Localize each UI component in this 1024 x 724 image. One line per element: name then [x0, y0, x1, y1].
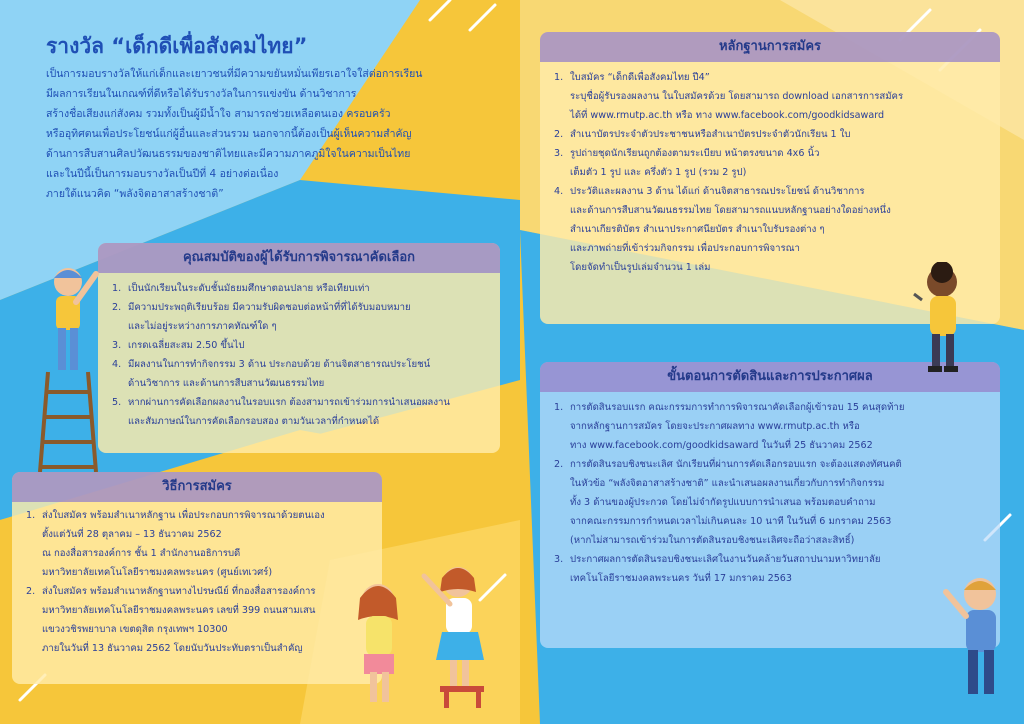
list-item — [112, 355, 488, 393]
item-text: จากหลักฐานการสมัคร โดยจะประกาศผลทาง www.rmutp.ac.th หรือ — [570, 421, 860, 432]
item-number: 4. — [112, 359, 122, 370]
list-item — [554, 398, 988, 455]
item-text: มีความประพฤติเรียบร้อย มีความรับผิดชอบต่อหน้าที่ที่ได้รับมอบหมาย — [128, 302, 411, 313]
item-text: ด้านวิชาการ และด้านการสืบสานวัฒนธรรมไทย — [128, 378, 325, 389]
item-text: มหาวิทยาลัยเทคโนโลยีราชมงคลพระนคร (ศูนย์เทเวศร์) — [42, 567, 273, 578]
evidence-heading: หลักฐานการสมัคร — [540, 32, 1000, 62]
item-text: ทั้ง 3 ด้านของผู้ประกวด โดยไม่จำกัดรูปแบบการนำเสนอ พร้อมตอบคำถาม — [570, 497, 876, 508]
item-text: ส่งใบสมัคร พร้อมสำเนาหลักฐานทางไปรษณีย์ ที่กองสื่อสารองค์การ — [42, 586, 316, 597]
item-text: จากคณะกรรมการกำหนดเวลาไม่เกินคนละ 10 นาที ในวันที่ 6 มกราคม 2563 — [570, 516, 892, 527]
item-number: 2. — [554, 129, 564, 140]
girls-painting-illustration — [340, 560, 510, 710]
qualifications-heading: คุณสมบัติของผู้ได้รับการพิจารณาคัดเลือก — [98, 243, 500, 273]
procedure-list — [540, 392, 1000, 594]
item-text: หากผ่านการคัดเลือกผลงานในรอบแรก ต้องสามารถเข้าร่วมการนำเสนอผลงาน — [128, 397, 450, 408]
intro-line: สร้างชื่อเสียงแก่สังคม รวมทั้งเป็นผู้มีน้ำใจ สามารถช่วยเหลือตนเอง ครอบครัว — [46, 108, 391, 120]
item-number: 2. — [26, 586, 36, 597]
item-text: เป็นนักเรียนในระดับชั้นมัธยมศึกษาตอนปลาย หรือเทียบเท่า — [128, 283, 370, 294]
list-item — [554, 68, 988, 125]
item-text: ส่งใบสมัคร พร้อมสำเนาหลักฐาน เพื่อประกอบการพิจารณาด้วยตนเอง — [42, 510, 325, 521]
item-text: ทาง www.facebook.com/goodkidsaward ในวันที่ 25 ธันวาคม 2562 — [570, 440, 873, 451]
qualifications-list — [98, 273, 500, 437]
item-text: การตัดสินรอบชิงชนะเลิศ นักเรียนที่ผ่านการคัดเลือกรอบแรก จะต้องแสดงทัศนคติ — [570, 459, 902, 470]
list-item — [26, 582, 370, 658]
item-text: ในหัวข้อ “พลังจิตอาสาสร้างชาติ” และนำเสนอผลงานเกี่ยวกับการทำกิจกรรม — [570, 478, 885, 489]
item-text: และด้านการสืบสานวัฒนธรรมไทย โดยสามารถแนบหลักฐานอย่างใดอย่างหนึ่ง — [570, 205, 891, 216]
intro-line: ภายใต้แนวคิด “พลังจิตอาสาสร้างชาติ” — [46, 188, 224, 200]
intro-line: ด้านการสืบสานศิลปวัฒนธรรมของชาติไทยและมีความภาคภูมิใจในความเป็นไทย — [46, 148, 411, 160]
qualifications-panel — [98, 243, 500, 453]
item-text: โดยจัดทำเป็นรูปเล่มจำนวน 1 เล่ม — [570, 262, 711, 273]
item-number: 3. — [554, 554, 564, 565]
item-text: มีผลงานในการทำกิจกรรม 3 ด้าน ประกอบด้วย ด้านจิตสาธารณประโยชน์ — [128, 359, 431, 370]
item-text: ได้ที่ www.rmutp.ac.th หรือ ทาง www.facebook.com/goodkidsaward — [570, 110, 885, 121]
item-number: 5. — [112, 397, 122, 408]
item-text: เต็มตัว 1 รูป และ ครึ่งตัว 1 รูป (รวม 2 รูป) — [570, 167, 747, 178]
list-item — [112, 393, 488, 431]
item-text: สำเนาบัตรประจำตัวประชาชนหรือสำเนาบัตรประจำตัวนักเรียน 1 ใบ — [570, 129, 851, 140]
item-text: มหาวิทยาลัยเทคโนโลยีราชมงคลพระนคร เลขที่ 399 ถนนสามเสน — [42, 605, 316, 616]
boy-with-microphone-illustration — [910, 262, 980, 382]
page-title: รางวัล “เด็กดีเพื่อสังคมไทย” — [46, 34, 308, 58]
item-text: สำเนาเกียรติบัตร สำเนาประกาศนียบัตร สำเนาใบรับรองต่าง ๆ — [570, 224, 825, 235]
apply-panel — [12, 472, 382, 684]
list-item — [554, 125, 988, 144]
boy-waving-illustration — [940, 572, 1024, 702]
list-item — [112, 336, 488, 355]
item-number: 1. — [554, 72, 564, 83]
list-item — [112, 298, 488, 336]
item-text: การตัดสินรอบแรก คณะกรรมการทำการพิจารณาคัดเลือกผู้เข้ารอบ 15 คนสุดท้าย — [570, 402, 905, 413]
item-number: 1. — [112, 283, 122, 294]
item-number: 3. — [554, 148, 564, 159]
item-text: (หากไม่สามารถเข้าร่วมในการตัดสินรอบชิงชนะเลิศจะถือว่าสละสิทธิ์) — [570, 535, 855, 546]
item-text: ระบุชื่อผู้รับรองผลงาน ในใบสมัครด้วย โดยสามารถ download เอกสารการสมัคร — [570, 91, 904, 102]
item-text: เกรดเฉลี่ยสะสม 2.50 ขึ้นไป — [128, 340, 245, 351]
item-text: และภาพถ่ายที่เข้าร่วมกิจกรรม เพื่อประกอบการพิจารณา — [570, 243, 800, 254]
item-text: ใบสมัคร “เด็กดีเพื่อสังคมไทย ปี4” — [570, 72, 710, 83]
item-text: รูปถ่ายชุดนักเรียนถูกต้องตามระเบียบ หน้าตรงขนาด 4x6 นิ้ว — [570, 148, 820, 159]
item-number: 1. — [26, 510, 36, 521]
intro-line: หรืออุทิศตนเพื่อประโยชน์แก่ผู้อื่นและส่วนรวม นอกจากนี้ต้องเป็นผู้เห็นความสำคัญ — [46, 128, 412, 140]
item-number: 1. — [554, 402, 564, 413]
procedure-panel — [540, 362, 1000, 648]
intro-line: มีผลการเรียนในเกณฑ์ที่ดีหรือได้รับรางวัลในการแข่งขัน ด้านวิชาการ — [46, 88, 357, 100]
list-item — [554, 455, 988, 550]
item-text: แขวงวชิรพยาบาล เขตดุสิต กรุงเทพฯ 10300 — [42, 624, 228, 635]
item-text: และสัมภาษณ์ในการคัดเลือกรอบสอง ตามวันเวลาที่กำหนดได้ — [128, 416, 380, 427]
list-item — [112, 279, 488, 298]
item-text: ภายในวันที่ 13 ธันวาคม 2562 โดยนับวันประทับตราเป็นสำคัญ — [42, 643, 303, 654]
intro-paragraph — [46, 64, 486, 204]
intro-line: และในปีนี้เป็นการมอบรางวัลเป็นปีที่ 4 อย่างต่อเนื่อง — [46, 168, 279, 180]
item-text: ประกาศผลการตัดสินรอบชิงชนะเลิศในงานวันคล้ายวันสถาปนามหาวิทยาลัย — [570, 554, 881, 565]
item-text: ประวัติและผลงาน 3 ด้าน ได้แก่ ด้านจิตสาธารณประโยชน์ ด้านวิชาการ — [570, 186, 865, 197]
apply-heading: วิธีการสมัคร — [12, 472, 382, 502]
item-text: และไม่อยู่ระหว่างการภาคทัณฑ์ใด ๆ — [128, 321, 277, 332]
item-number: 2. — [554, 459, 564, 470]
procedure-heading: ขั้นตอนการตัดสินและการประกาศผล — [540, 362, 1000, 392]
evidence-list — [540, 62, 1000, 283]
item-text: ณ กองสื่อสารองค์การ ชั้น 1 สำนักงานอธิการบดี — [42, 548, 241, 559]
kid-on-ladder-illustration — [30, 262, 110, 472]
item-text: ตั้งแต่วันที่ 28 ตุลาคม – 13 ธันวาคม 2562 — [42, 529, 222, 540]
item-number: 2. — [112, 302, 122, 313]
intro-line: เป็นการมอบรางวัลให้แก่เด็กและเยาวชนที่มีความขยันหมั่นเพียรเอาใจใส่ต่อการเรียน — [46, 68, 423, 80]
list-item — [26, 506, 370, 582]
list-item — [554, 550, 988, 588]
item-number: 4. — [554, 186, 564, 197]
list-item — [554, 144, 988, 182]
apply-list — [12, 502, 382, 664]
item-number: 3. — [112, 340, 122, 351]
item-text: เทคโนโลยีราชมงคลพระนคร วันที่ 17 มกราคม 2563 — [570, 573, 793, 584]
